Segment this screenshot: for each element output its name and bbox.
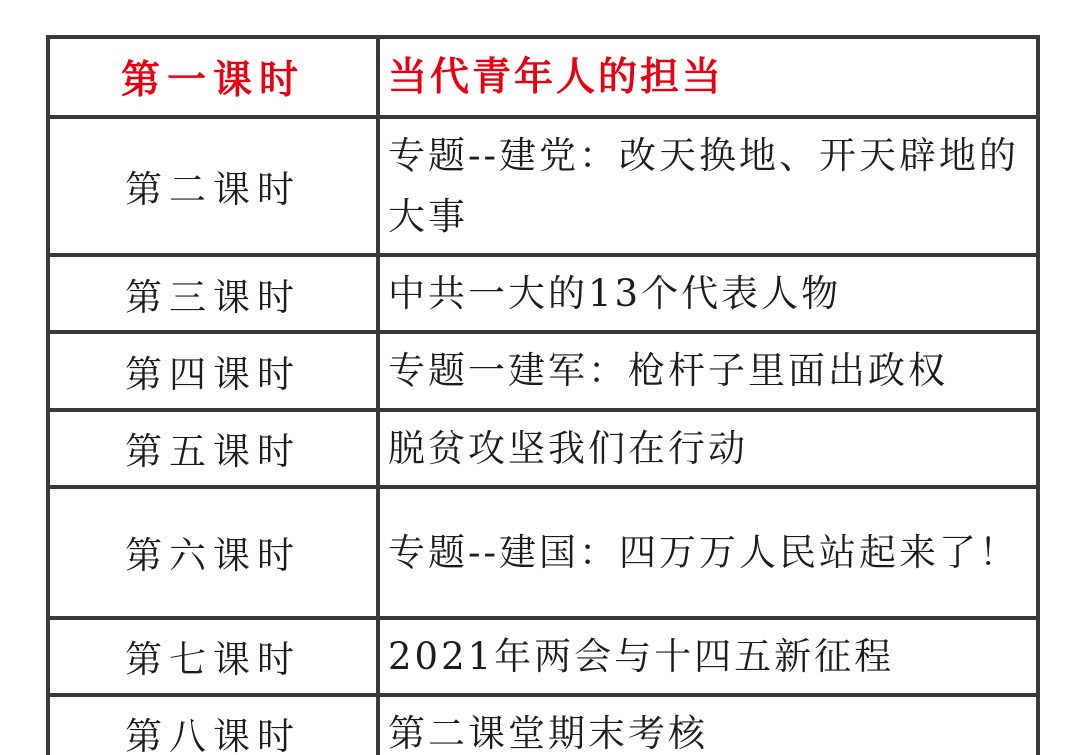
table-row (48, 695, 1038, 755)
table-row (48, 487, 1038, 618)
period-cell: 第六课时 (48, 487, 378, 618)
title-cell: 中共一大的13个代表人物 (378, 255, 1038, 332)
title-cell: 专题一建军：枪杆子里面出政权 (378, 332, 1038, 409)
period-cell: 第二课时 (48, 117, 378, 255)
title-cell: 2021年两会与十四五新征程 (378, 618, 1038, 695)
period-cell: 第七课时 (48, 618, 378, 695)
lesson-schedule-table (46, 35, 1040, 755)
period-cell: 第五课时 (48, 410, 378, 487)
table-row (48, 410, 1038, 487)
period-cell: 第三课时 (48, 255, 378, 332)
header-title-cell: 当代青年人的担当 (378, 37, 1038, 117)
table-row (48, 332, 1038, 409)
title-cell: 第二课堂期末考核 (378, 695, 1038, 755)
period-cell: 第八课时 (48, 695, 378, 755)
table-row (48, 618, 1038, 695)
title-cell: 专题--建国：四万万人民站起来了！ (378, 487, 1038, 618)
table-header-row (48, 37, 1038, 117)
table-row (48, 255, 1038, 332)
table-row (48, 117, 1038, 255)
period-cell: 第四课时 (48, 332, 378, 409)
title-cell: 脱贫攻坚我们在行动 (378, 410, 1038, 487)
title-cell: 专题--建党：改天换地、开天辟地的大事 (378, 117, 1038, 255)
header-period-cell: 第一课时 (48, 37, 378, 117)
